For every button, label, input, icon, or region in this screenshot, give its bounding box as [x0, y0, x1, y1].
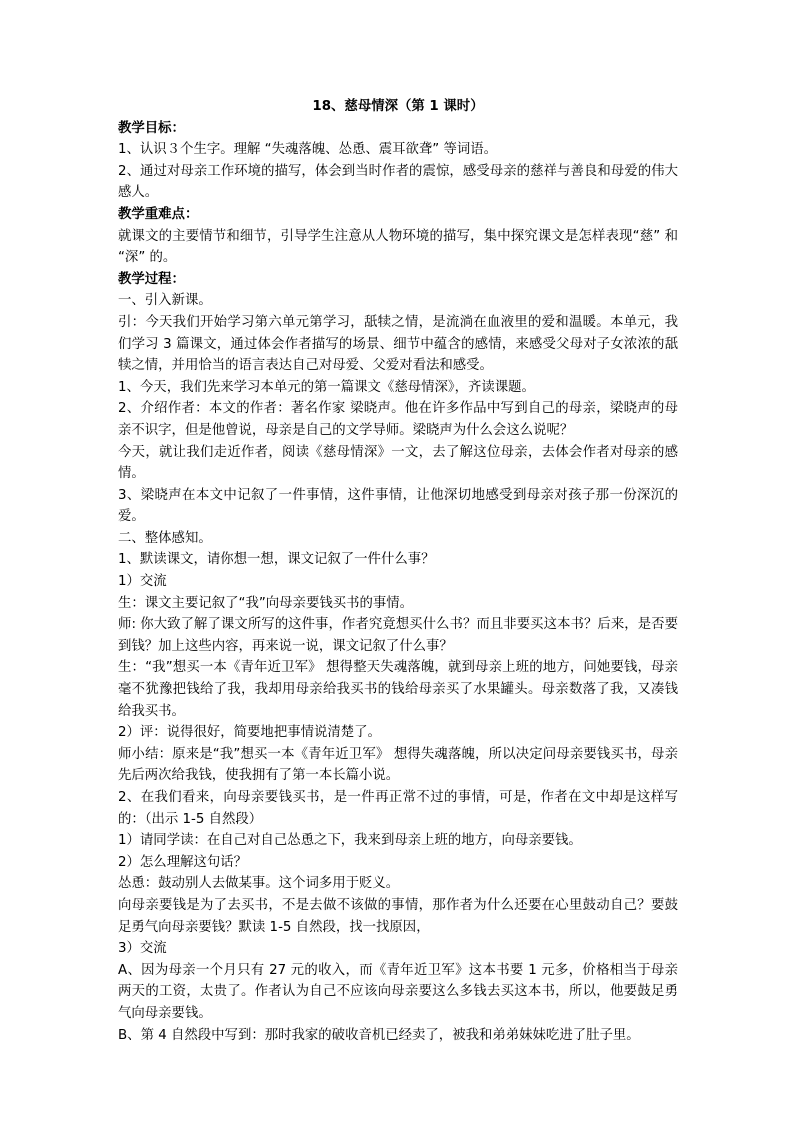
section-2-heading: 二、整体感知。	[118, 530, 212, 546]
objective-1: 1、认识３个生字。理解 “失魂落魄、怂恿、震耳欲聋” 等词语。	[118, 142, 498, 158]
process-heading: 教学过程：	[118, 271, 185, 287]
difficulty-heading: 教学重难点：	[118, 206, 199, 222]
step-3: 3、梁晓声在本文中记叙了一件事情，这件事情，让他深切地感受到母亲对孩子那一份深沉的爱。	[118, 487, 678, 525]
section-1-heading: 一、引入新课。	[118, 293, 212, 309]
objective-2: 2、通过对母亲工作环境的描写，体会到当时作者的震惊，感受母亲的慈祥与善良和母爱的伟大感人。	[118, 163, 678, 201]
evaluation: 2）评：说得很好，简要地把事情说清楚了。	[118, 725, 381, 741]
question-2-understand: 2）怎么理解这句话？	[118, 854, 248, 870]
step-2b: 今天，就让我们走近作者，阅读《慈母情深》一文，去了解这位母亲，去体会作者对母亲的感情。	[118, 444, 678, 482]
question-1: 1、默读课文，请你想一想，课文记叙了一件什么事？	[118, 552, 435, 568]
question-1-exchange: 1）交流	[118, 574, 167, 590]
step-2: 2、介绍作者：本文的作者：著名作家 梁晓声。他在许多作品中写到自己的母亲，梁晓声的母亲不识字，但是他曾说，母亲是自己的文学导师。梁晓声为什么会这么说呢？	[118, 401, 678, 438]
reason-question: 向母亲要钱是为了去买书，不是去做不该做的事情，那作者为什么还要在心里鼓动自己？要鼓足勇气向母亲要钱？默读 1-5 自然段，找一找原因，	[118, 897, 678, 935]
answer-a: A、因为母亲一个月只有 27 元的收入，而《青年近卫军》这本书要 1 元多，价格相当于母亲两天的工资，太贵了。作者认为自己不应该向母亲要这么多钱去买这本书，所以，他要鼓足勇气向母亲要钱。	[118, 962, 678, 1021]
answer-b: B、第 4 自然段中写到：那时我家的破收音机已经卖了，被我和弟弟妹妹吃进了肚子里。	[118, 1027, 640, 1043]
teacher-summary: 师小结：原来是“我”想买一本《青年近卫军》 想得失魂落魄，所以决定问母亲要钱买书，母亲先后两次给我钱，使我拥有了第一本长篇小说。	[118, 746, 678, 784]
objectives-heading: 教学目标：	[118, 120, 185, 136]
student-answer-2: 生：“我”想买一本《青年近卫军》 想得整天失魂落魄，就到母亲上班的地方，问她要钱，母亲毫不犹豫把钱给了我，我却用母亲给我买书的钱给母亲买了水果罐头。母亲数落了我，又凑钱给我买书。	[118, 660, 678, 719]
lesson-plan	[118, 96, 678, 1046]
question-2-exchange: 3）交流	[118, 941, 167, 957]
teacher-prompt-1: 师: 你大致了解了课文所写的这件事，作者究竟想买什么书？而且非要买这本书？后来，是否要到钱？加上这些内容，再来说一说，课文记叙了什么事？	[118, 617, 678, 654]
word-definition: 怂恿：鼓动别人去做某事。这个词多用于贬义。	[118, 876, 400, 892]
intro-paragraph: 引：今天我们开始学习第六单元第学习，舐犊之情，是流淌在血液里的爱和温暖。本单元，我们学习 3 篇课文，通过体会作者描写的场景、细节中蕴含的感情，来感受父母对子女浓浓的舐犊之情，并用恰当的语言表达自己对母爱、父爱对看法和感受。	[118, 314, 678, 374]
question-2: 2、在我们看来，向母亲要钱买书，是一件再正常不过的事情，可是，作者在文中却是这样写的：（出示 1-5 自然段）	[118, 790, 678, 827]
student-answer-1: 生：课文主要记叙了“我”向母亲要钱买书的事情。	[118, 595, 414, 611]
difficulty-text: 就课文的主要情节和细节，引导学生注意从人物环境的描写，集中探究课文是怎样表现“慈” 和 “深” 的。	[118, 228, 678, 266]
step-1: 1、今天，我们先来学习本单元的第一篇课文《慈母情深》，齐读课题。	[118, 379, 535, 395]
page-title: 18、慈母情深（第 1 课时）	[312, 99, 484, 114]
question-2-read: 1）请同学读：在自己对自己怂恿之下，我来到母亲上班的地方，向母亲要钱。	[118, 833, 582, 849]
